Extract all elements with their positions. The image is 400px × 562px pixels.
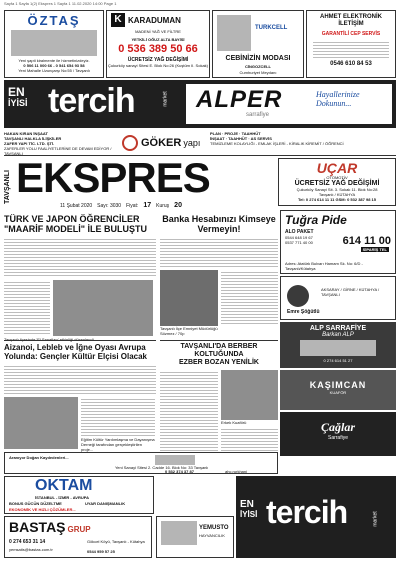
karaduman-ad: [106, 10, 210, 78]
oztas-ad: [4, 10, 104, 78]
ahmet-title: AHMET ELEKTRONİK İLETİŞİM: [320, 14, 382, 27]
banner-tercih: tercih: [48, 82, 135, 120]
karaduman-name: KARADUMAN: [128, 15, 181, 25]
alp-name: ALP SARRAFİYE: [309, 325, 367, 332]
emre-logo-icon: [287, 285, 309, 307]
bottom-market: market: [372, 511, 379, 527]
tugra-phone-2: 0537 771 40 00: [285, 240, 313, 245]
oztas-phones: 0 506 11 000 66 - 0 541 654 93 58: [23, 63, 85, 68]
alp-sub: Barkan ALP: [322, 332, 354, 338]
right-ad: PLAN · PROJE · TAAHHÜT İNŞAAT · TAAHHÜT · AS SERVİS TEMİZLEME KOLAYLIĞI - EMLAK İŞLERİ - KİRALIK KİREMİT / ÖĞRENCİ: [210, 131, 396, 146]
tugra-phone-1: 0544 648 19 67: [285, 235, 313, 240]
oztas-text: Yeni şapti kiralmente ile hizmetinizdeyiz.: [18, 58, 90, 63]
story4-caption: Erkek Kuaförü: [221, 420, 247, 425]
left-ad: [4, 131, 116, 156]
story2-title-2: Vermeyin!: [197, 224, 241, 234]
karaduman-sub: MADENİ YAĞ VE FİLTRE: [135, 29, 181, 34]
tugra-sub: ALO PAKET: [285, 229, 314, 235]
bastas-phone-2: 0544 959 57 25: [87, 549, 115, 554]
story3-title-1: Aizanoi, Lebleb ve İğne Oyası Avrupa: [4, 343, 146, 352]
ucar-city: Tavşanlı / KÜTAHYA: [318, 192, 356, 197]
right-item-4: İNŞAAT: [210, 136, 225, 141]
story2-photo: [160, 270, 218, 326]
story-2: [160, 214, 278, 338]
story1-title-2: "MAARİF MODELİ" İLE BULUŞTU: [4, 224, 148, 234]
ucar-phones: Tel: 0 274 614 11 11 GSM: 0 532 387 98 15: [298, 197, 376, 202]
left-ad-item-3: ZAFER YAPI TİC. LTD. ŞTİ.: [4, 141, 55, 146]
turkcell-brand: TURKCELL: [255, 25, 288, 31]
oztas-address: Yeni Mahalle Uzunçarşı No:55 / Tavşanlı: [18, 68, 90, 73]
bottom-banner: [236, 476, 396, 558]
tugra-address: Adres: Atatürk Bulvarı Hamam Sk. No: 6/D - Tavşanlı/Kütahya: [285, 261, 363, 271]
story2-body: [160, 237, 278, 267]
story4-photo: [221, 370, 278, 420]
oktam-ad: [4, 476, 154, 514]
karaduman-free: ÜCRETSİZ YAĞ DEĞİŞİMİ: [127, 57, 189, 63]
right-item-3: TAAHHÜT: [241, 131, 261, 136]
goker-sub: yapı: [183, 138, 201, 148]
banner-iyisi: İYİSİ: [8, 98, 28, 108]
alper-ad: [186, 84, 392, 124]
oktam-line-1: BONUS GÜCÜN DÜZELTME: [9, 501, 62, 506]
right-item-1: PLAN: [210, 131, 221, 136]
tractor-image: [161, 521, 197, 545]
story3-title-2: Yolunda: Gençler Kültür Elçisi Olacak: [4, 352, 148, 361]
story1-title-1: TÜRK VE JAPON ÖĞRENCİLER: [4, 214, 140, 224]
story4-title-2: EZBER BOZAN YENİLİK: [179, 359, 259, 366]
story1-body-2: [4, 280, 50, 336]
print-header: Sayfa 1 Sayfa 1(2) Ekspres 1 Sayfa 1 11.02.2020 14:00 Page 1: [4, 1, 117, 6]
yemusto-name: YEMUSTO: [199, 525, 229, 531]
story3-caption: Eğitim Kültür Yardımlaşma ve Dayanışma Derneği tarafından gerçekleştirilen proje...: [81, 437, 155, 452]
left-ad-item-2: TAVŞANLI HALKLA İLİŞKİLER: [4, 136, 62, 141]
goker-logo-icon: [122, 135, 138, 151]
alper-name: ALPER: [196, 86, 283, 113]
ucar-ad: [278, 158, 396, 206]
kasim-sub: KUAFÖR: [329, 390, 347, 395]
right-item-6: AS SERVİS: [250, 136, 272, 141]
story1-body: [4, 237, 156, 277]
turkcell-ad: [212, 10, 304, 78]
story2-caption: Tavşanlı İlçe Emniyet Müdürlüğü: [160, 326, 218, 331]
araniyor-image: [155, 455, 195, 465]
bottom-en: EN: [240, 499, 254, 510]
oktam-name: OKTAM: [35, 477, 93, 494]
caglar-sub: Sarrafiye: [327, 435, 348, 441]
goker-name: GÖKER: [141, 137, 182, 149]
alper-sub: sarrafiye: [246, 112, 270, 118]
oktam-line-3: EKONOMİK VE HIZLI ÇÖZÜMLER...: [9, 507, 76, 512]
turkcell-sub: Cumhuriyet Meydanı: [239, 70, 277, 75]
caglar-ad: [280, 412, 396, 456]
bastas-address: Gökcel Köyü, Tavşanlı - Kütahya: [87, 539, 145, 544]
story1-photo: [53, 280, 153, 336]
tugra-delivery: SİPARİŞ TEL: [362, 247, 387, 252]
araniyor-address: Yeni Sanayi Sitesi 2. Cadde 16. Blok No: 33 Tavşanlı: [115, 465, 209, 470]
issue-number: Sayı: 3030: [97, 202, 122, 209]
caglar-name: Çağlar: [320, 420, 355, 434]
turkcell-name: CİNGOZCELL: [245, 64, 271, 69]
right-item-5: TAAHHÜT: [228, 136, 248, 141]
turkcell-title: CEBİNİZİN MODASI: [225, 55, 291, 62]
alp-image: [300, 340, 376, 356]
top-banner: [4, 80, 396, 128]
ucar-address: Çukurköy Sanayi Sit. 3. Sokak 11. Blok No:28: [296, 187, 378, 192]
bottom-tercih: tercih: [266, 494, 348, 530]
alper-slogan: Hayallerinize Dokunun...: [316, 90, 360, 108]
k-logo-icon: K: [111, 13, 125, 27]
banner-market: market: [162, 91, 169, 107]
story4-title-1: TAVŞANLI'DA BERBER KOLTUĞUNDA: [180, 343, 258, 358]
story1-caption: Tavşanlı ilçesinde 'El Sanatları' etkinliği düzenlendi.: [4, 337, 95, 342]
story4-body: [160, 370, 218, 458]
oktam-sub: İSTANBUL - İZMİR - AVRUPA: [35, 495, 89, 500]
tugra-ad: [280, 210, 396, 274]
yemusto-ad: [156, 516, 234, 558]
masthead-info: [60, 202, 182, 209]
alp-phones: 0 274 614 51 27: [323, 358, 353, 363]
araniyor-ad: [4, 452, 278, 474]
emre-name: Emre Şöğütlü: [287, 309, 320, 315]
karaduman-phone: 0 536 389 50 66: [118, 43, 198, 55]
tugra-name: Tuğra Pide: [285, 213, 347, 227]
ahmet-ad: [306, 10, 396, 78]
masthead-title: EKSPRES: [16, 154, 210, 201]
ahmet-phone: 0546 610 84 53: [330, 61, 372, 67]
bastas-phone: 0 274 653 31 14: [9, 539, 46, 545]
story2-title-1: Banka Hesabınızı Kimseye: [162, 214, 276, 224]
bastas-ad: [4, 516, 152, 558]
kasim-ad: [280, 370, 396, 410]
story-3: [4, 340, 156, 450]
ucar-name: UÇAR: [316, 160, 358, 176]
oktam-line-2: UYAR DANIŞMANLIK: [85, 501, 126, 506]
yemusto-sub: HAYVANCILIK: [199, 533, 225, 538]
left-ad-footer: ZAFERLER YOLU FAALİYETLERİNE DE DEVAM EDİYOR / TAVŞANLI: [4, 146, 112, 156]
emre-sub: AKSARAY / GİRNE / KÜTAHYA / TAVŞANLI: [321, 287, 380, 297]
bastas-name: BASTAŞ: [9, 519, 66, 535]
goker-ad: [122, 133, 202, 153]
masthead: [4, 154, 276, 212]
page-count: 20: [174, 202, 182, 209]
ahmet-text: [313, 40, 389, 58]
price-label: Fiyat:: [126, 202, 139, 209]
kasim-name: KAŞIMCAN: [309, 380, 367, 390]
ads-row-3: [4, 130, 396, 156]
right-item-2: PROJE: [224, 131, 239, 136]
karaduman-address: Çukurköy sanayi Sitesi E. Blok No:26 (Kuştüm II. Sokak): [107, 63, 209, 68]
story3-body-2: [81, 397, 155, 437]
oztas-name: ÖZTAŞ: [27, 13, 81, 28]
bastas-sub: GRUP: [67, 525, 91, 534]
ucar-sub: OTOMOTİV: [326, 175, 348, 180]
story3-body: [4, 364, 156, 394]
alp-ad: [280, 322, 396, 368]
phone-image: [217, 15, 251, 51]
story-1: [4, 214, 156, 342]
story2-byline: Sözmez / 70p: [160, 331, 185, 336]
story-4: [160, 340, 278, 450]
left-ad-item-1: HAKAN KIRAN İNŞAAT: [4, 131, 48, 136]
price-value: 17: [143, 202, 152, 209]
emre-ad: [280, 276, 396, 320]
araniyor-phones: 0 532 374 37 87: [165, 469, 194, 474]
ucar-title: ÜCRETSİZ YAĞ DEĞİŞİMİ: [294, 180, 380, 187]
price-unit: Kuruş: [156, 202, 170, 209]
right-ad-footer: TEMİZLEME KOLAYLIĞI - EMLAK İŞLERİ - KİRALIK KİREMİT / ÖĞRENCİ: [210, 141, 344, 146]
ahmet-sub: GARANTİLİ CEP SERVİS: [321, 31, 381, 37]
oztas-image: [11, 30, 97, 56]
bottom-iyisi: İYİSİ: [240, 510, 258, 519]
story3-photo: [4, 397, 78, 449]
araniyor-web: ahc.rurkhani: [225, 469, 248, 474]
araniyor-title: Aranıyor Doğan Kaydedenleri...: [9, 455, 69, 460]
banner-en: EN: [8, 85, 25, 99]
masthead-tavsanli: TAVŞANLI: [4, 170, 11, 204]
story2-body-2: [221, 270, 278, 326]
bastas-web: yemsatis@bastas.com.tr: [9, 547, 53, 552]
karaduman-line: YETKİLİ OĞUZ ALTA BAYİSİ: [131, 37, 185, 42]
issue-date: 11 Şubat 2020: [60, 202, 93, 209]
tugra-phone-3: 614 11 00: [342, 235, 391, 247]
